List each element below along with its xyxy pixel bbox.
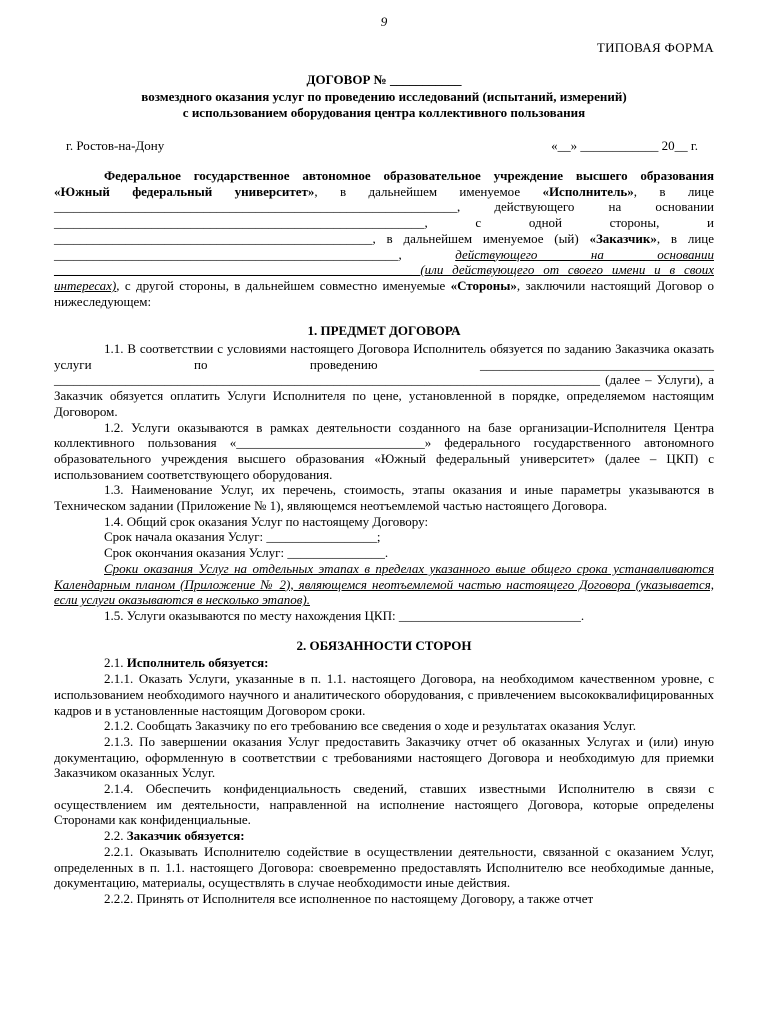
contract-subtitle-1: возмездного оказания услуг по проведению исследований (испытаний, измерений)	[141, 89, 627, 104]
clause-2-2-label: Заказчик обязуется:	[126, 828, 245, 844]
clause-2-1-number: 2.1.	[104, 655, 127, 671]
clause-1-4-start: Срок начала оказания Услуг: _________________;	[104, 529, 381, 545]
preamble-text-3: , в лице _____________________________________________________,	[54, 230, 715, 262]
clause-2-1-1: 2.1.1. Оказать Услуги, указанные в п. 1.1. настоящего Договора, на необходимом качественном уровне, с использованием необходимого научного и аналитического оборудования, с привлечением высококвалифицированных кадров и в установленные настоящим Договором сроки.	[54, 671, 714, 718]
section-2-heading: 2. ОБЯЗАННОСТИ СТОРОН	[296, 637, 472, 653]
contract-body	[54, 168, 714, 907]
contract-city: г. Ростов-на-Дону	[66, 138, 165, 153]
preamble-text-2: , в лице ______________________________________________________________, действующего на основании _________________________________________________________, с одной стороны, и _________________________________________________, в дальнейшем именуемое (ый)	[54, 183, 714, 246]
section-1-heading: 1. ПРЕДМЕТ ДОГОВОРА	[307, 323, 461, 339]
form-type-label: ТИПОВАЯ ФОРМА	[596, 40, 714, 55]
clause-2-1-label: Исполнитель обязуется:	[126, 655, 269, 671]
executor-label: «Исполнитель»	[542, 183, 634, 199]
clause-1-3: 1.3. Наименование Услуг, их перечень, стоимость, этапы оказания и иные параметры указываются в Техническом задании (Приложение № 1), являющемся неотъемлемой частью настоящего Договора.	[54, 482, 714, 514]
clause-2-2-1: 2.2.1. Оказывать Исполнителю содействие в осуществлении деятельности, связанной с оказанием Услуг, определенных в п. 1.1. настоящего Договора: своевременно предоставлять Исполнителю все необходимые данные, документацию, материалы, осуществлять в случае необходимости иные действия.	[54, 843, 714, 891]
preamble-text-5: , заключили настоящий Договор о нижеследующем:	[54, 277, 714, 309]
customer-label: «Заказчик»	[589, 230, 657, 246]
preamble-paragraph	[54, 168, 714, 309]
clause-1-4-note: Сроки оказания Услуг на отдельных этапах в пределах указанного выше общего срока устанавливаются Календарным планом (Приложение № 2), являющемся неотъемлемой частью настоящего Договора (указывается, если услуги оказываются в несколько этапов).	[54, 560, 714, 608]
contract-subtitle-2: с использованием оборудования центра коллективного пользования	[182, 105, 586, 120]
clause-2-1-3: 2.1.3. По завершении оказания Услуг предоставить Заказчику отчет об оказанных Услугах и (или) иную документацию, оформленную в соответствии с требованиями настоящего Договора и необходимую для приемки Заказчиком оказанных Услуг.	[54, 733, 714, 781]
preamble-italic-note: действующего на основании _______________________________________________________ (или действующего от своего имени и в своих интересах)	[54, 246, 714, 293]
parties-label: «Стороны»	[450, 277, 517, 293]
clause-2-2	[54, 828, 714, 844]
clause-1-1: 1.1. В соответствии с условиями настоящего Договора Исполнитель обязуется по заданию Заказчика оказать услуги по проведению ____________________________________ ____________________________________________________________________________________ (далее – Услуги), а Заказчик обязуется оплатить Услуги Исполнителя по цене, установленной в порядке, определяемом настоящим Договором.	[54, 341, 714, 419]
clause-1-4: 1.4. Общий срок оказания Услуг по настоящему Договору:	[104, 513, 429, 529]
clause-2-1-4: 2.1.4. Обеспечить конфиденциальность сведений, ставших известными Исполнителю в связи с осуществлением им деятельности, направленной на исполнение настоящего Договора, которые определены Сторонами как конфиденциальные.	[54, 781, 714, 828]
clause-1-5: 1.5. Услуги оказываются по месту нахождения ЦКП: ____________________________.	[104, 607, 585, 623]
contract-date: «__» ____________ 20__ г.	[551, 138, 698, 153]
page-number: 9	[380, 14, 388, 29]
clause-2-2-2: 2.2.2. Принять от Исполнителя все исполненное по настоящему Договору, а также отчет	[104, 890, 594, 906]
preamble-text-1: , в дальнейшем именуемое	[314, 183, 543, 199]
clause-2-1-2: 2.1.2. Сообщать Заказчику по его требованию все сведения о ходе и результатах оказания Услуг.	[104, 718, 637, 734]
preamble-text-4: , с другой стороны, в дальнейшем совместно именуемые	[116, 277, 451, 293]
executor-name: Федеральное государственное автономное образовательное учреждение высшего образования «Южный федеральный университет»	[54, 168, 714, 199]
clause-1-2: 1.2. Услуги оказываются в рамках деятельности созданного на базе организации-Исполнителя Центра коллективного пользования «_____________________________» федерального государственного автономного образовательного учреждения высшего образования «Южный федеральный университет» (далее – ЦКП) с использованием соответствующего оборудования.	[54, 419, 714, 482]
contract-title: ДОГОВОР № ___________	[306, 72, 462, 87]
clause-2-1	[54, 655, 714, 671]
clause-2-2-number: 2.2.	[104, 828, 127, 844]
clause-1-4-end: Срок окончания оказания Услуг: _______________.	[104, 545, 389, 561]
